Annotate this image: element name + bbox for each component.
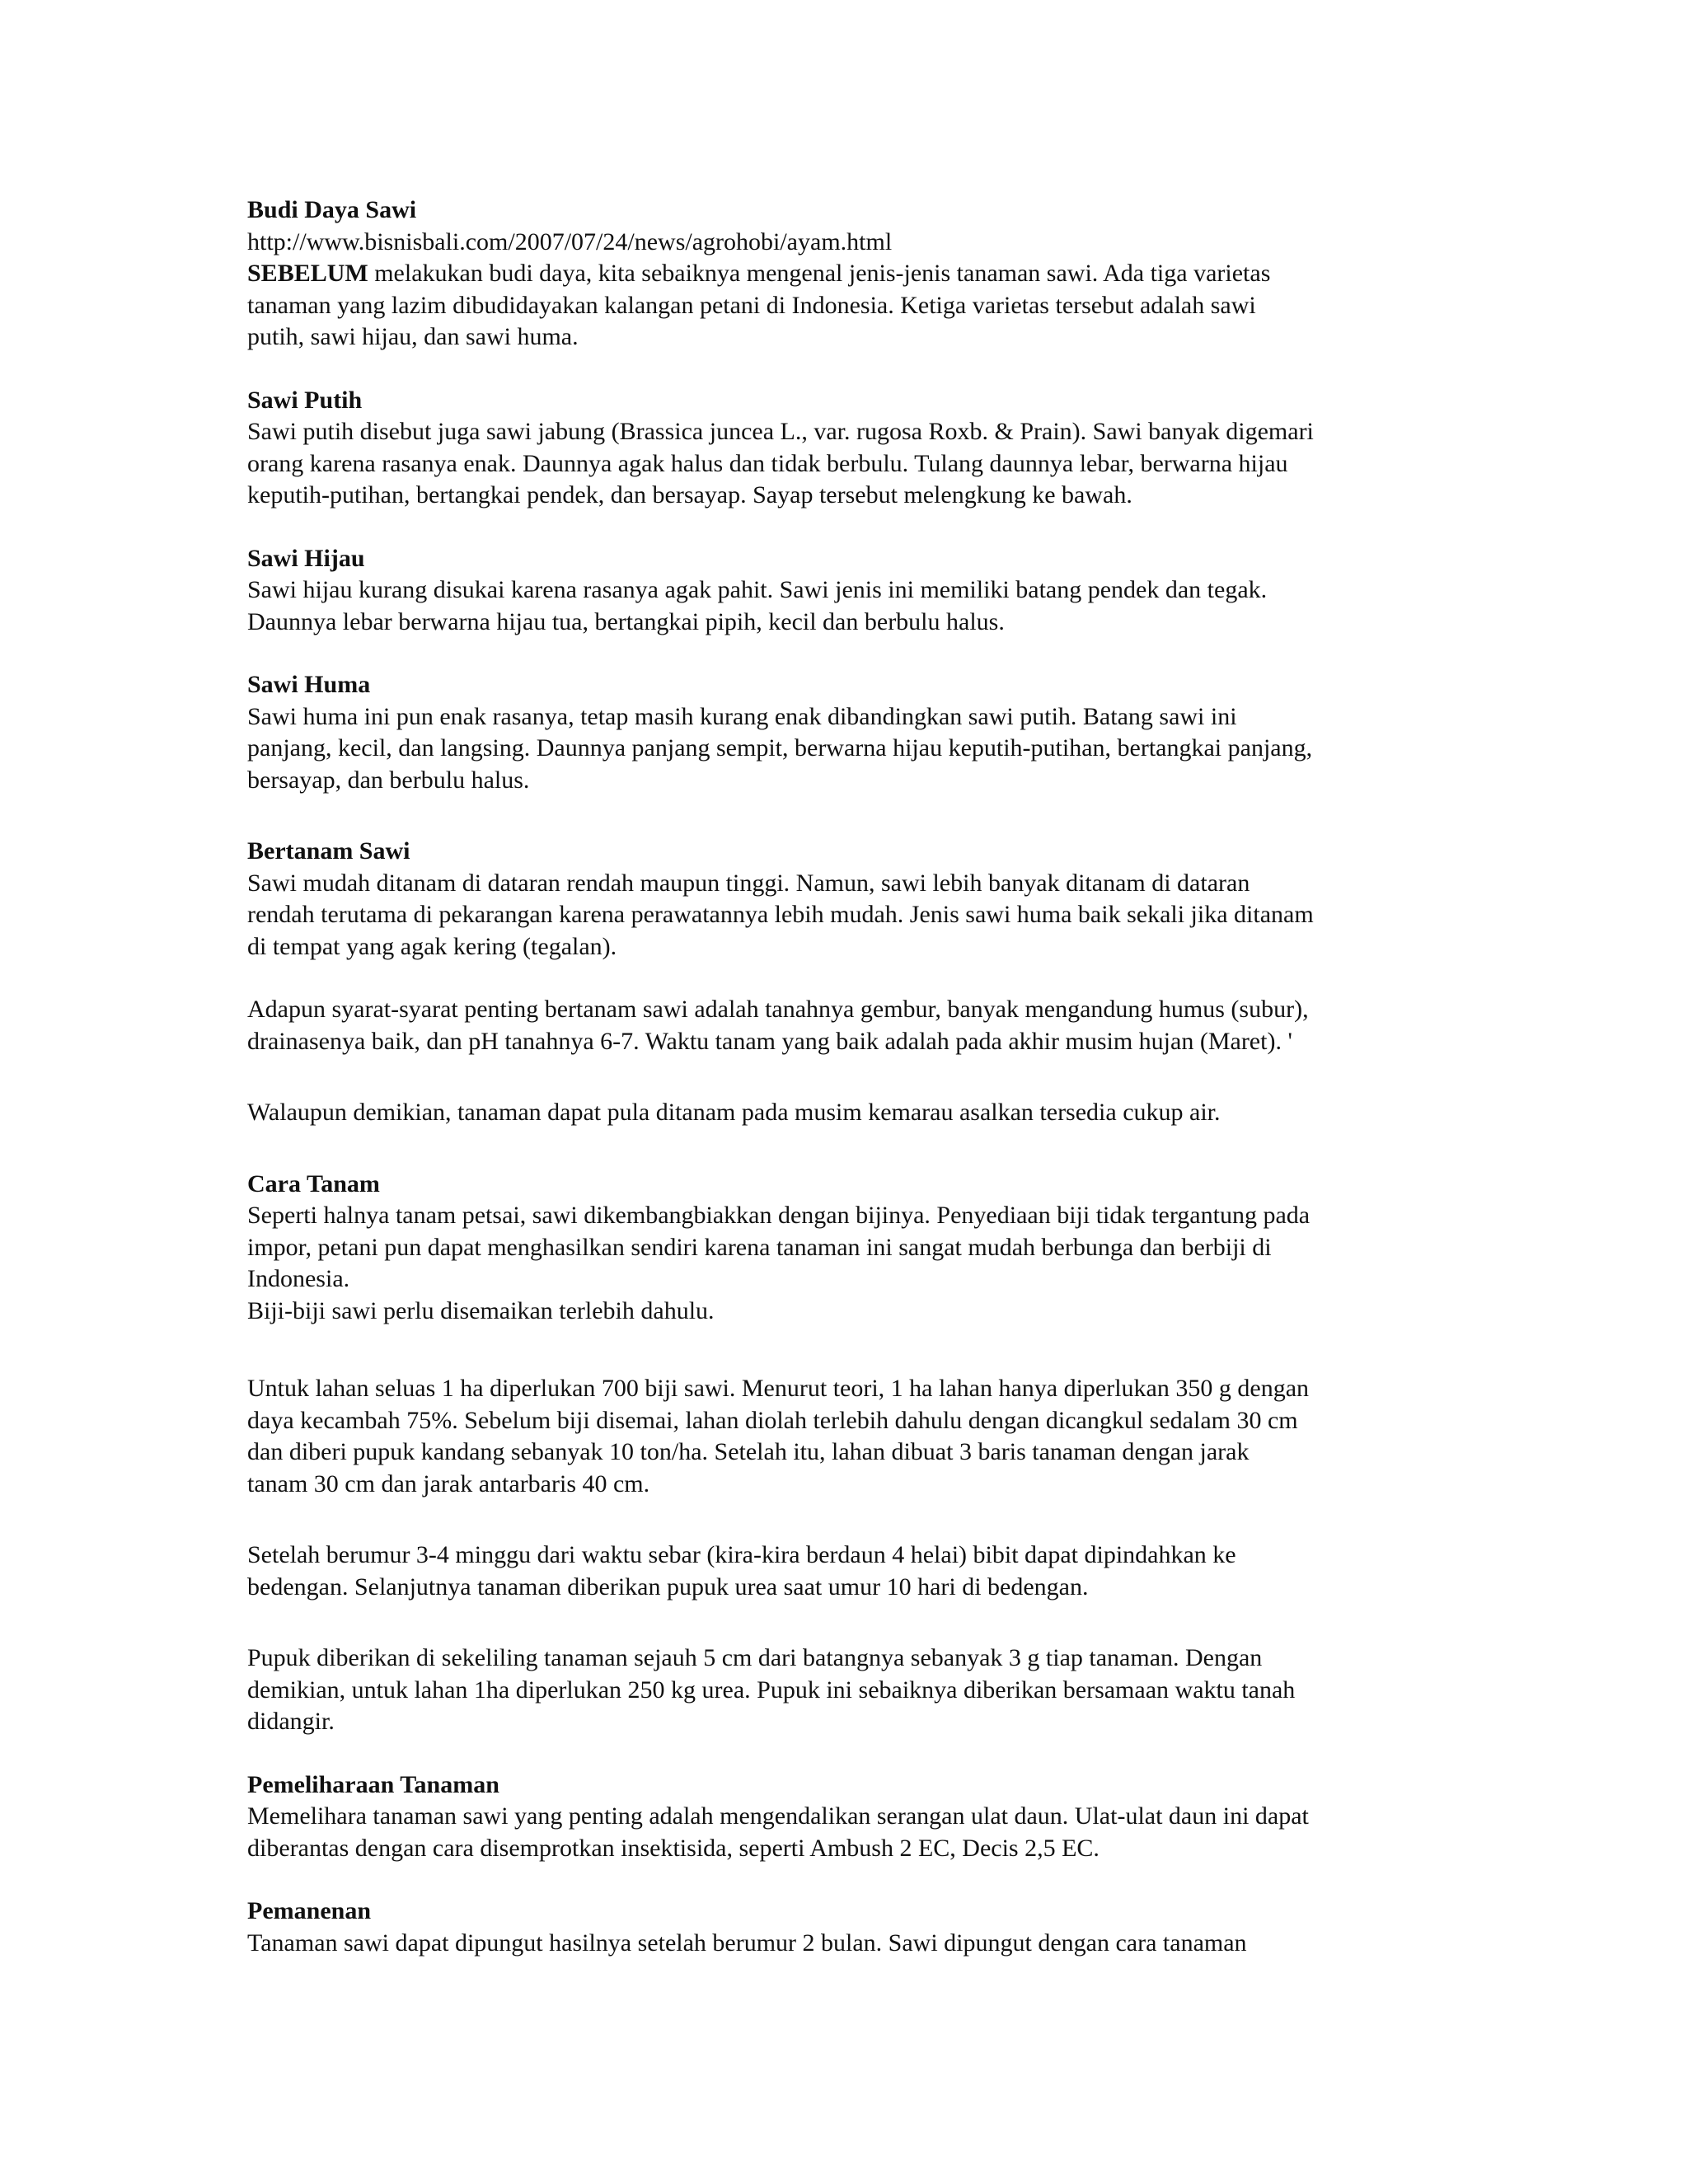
document-title: Budi Daya Sawi (247, 196, 417, 223)
paragraph-line: bersayap, dan berbulu halus. (247, 766, 530, 794)
section-heading: Pemeliharaan Tanaman (247, 1770, 499, 1798)
paragraph-line: daya kecambah 75%. Sebelum biji disemai, lahan diolah terlebih dahulu dengan dicangkul sedalam 30 cm (247, 1406, 1298, 1434)
section-heading: Sawi Huma (247, 671, 371, 698)
paragraph-line: keputih-putihan, bertangkai pendek, dan bersayap. Sayap tersebut melengkung ke bawah. (247, 481, 1132, 509)
intro-line (247, 258, 1451, 290)
paragraph-line: Pupuk diberikan di sekeliling tanaman sejauh 5 cm dari batangnya sebanyak 3 g tiap tanaman. Dengan (247, 1644, 1263, 1671)
paragraph-line: di tempat yang agak kering (tegalan). (247, 932, 617, 960)
intro-lead: SEBELUM (247, 260, 368, 287)
section-heading: Pemanenan (247, 1897, 371, 1924)
paragraph-line: diberantas dengan cara disemprotkan insektisida, seperti Ambush 2 EC, Decis 2,5 EC. (247, 1834, 1100, 1862)
paragraph-line: Sawi hijau kurang disukai karena rasanya agak pahit. Sawi jenis ini memiliki batang pendek dan tegak. (247, 576, 1268, 603)
intro-line: tanaman yang lazim dibudidayakan kalangan petani di Indonesia. Ketiga varietas tersebut adalah sawi (247, 291, 1256, 319)
section-pemeliharaan-tanaman (247, 1769, 1451, 1865)
document-header (247, 194, 1451, 354)
paragraph-line: Tanaman sawi dapat dipungut hasilnya setelah berumur 2 bulan. Sawi dipungut dengan cara tanaman (247, 1929, 1247, 1957)
paragraph-line: Sawi putih disebut juga sawi jabung (Brassica juncea L., var. rugosa Roxb. & Prain). Sawi banyak digemari (247, 418, 1314, 445)
paragraph-line: panjang, kecil, dan langsing. Daunnya panjang sempit, berwarna hijau keputih-putihan, bertangkai panjang, (247, 734, 1313, 762)
intro-line-text: melakukan budi daya, kita sebaiknya mengenal jenis-jenis tanaman sawi. Ada tiga varietas (368, 260, 1271, 287)
paragraph-line: rendah terutama di pekarangan karena perawatannya lebih mudah. Jenis sawi huma baik sekali jika ditanam (247, 901, 1314, 928)
paragraph-line: Untuk lahan seluas 1 ha diperlukan 700 biji sawi. Menurut teori, 1 ha lahan hanya diperlukan 350 g dengan (247, 1375, 1310, 1402)
paragraph-line: Indonesia. (247, 1265, 350, 1292)
paragraph-line: drainasenya baik, dan pH tanahnya 6-7. Waktu tanam yang baik adalah pada akhir musim hujan (Maret). ' (247, 1027, 1292, 1055)
intro-line: putih, sawi hijau, dan sawi huma. (247, 323, 579, 350)
paragraph-line: dan diberi pupuk kandang sebanyak 10 ton/ha. Setelah itu, lahan dibuat 3 baris tanaman dengan jarak (247, 1438, 1250, 1465)
paragraph-line: Seperti halnya tanam petsai, sawi dikembangbiakkan dengan bijinya. Penyediaan biji tidak tergantung pada (247, 1202, 1311, 1229)
section-cara-tanam (247, 1169, 1451, 1738)
paragraph-line: Walaupun demikian, tanaman dapat pula ditanam pada musim kemarau asalkan tersedia cukup air. (247, 1099, 1221, 1126)
paragraph-line: Sawi huma ini pun enak rasanya, tetap masih kurang enak dibandingkan sawi putih. Batang sawi ini (247, 702, 1237, 730)
document-page (247, 194, 1451, 1959)
paragraph-line: didangir. (247, 1708, 335, 1735)
paragraph-line: tanam 30 cm dan jarak antarbaris 40 cm. (247, 1469, 650, 1497)
paragraph-line: Adapun syarat-syarat penting bertanam sawi adalah tanahnya gembur, banyak mengandung humus (subur), (247, 996, 1309, 1023)
paragraph-line: Setelah berumur 3-4 minggu dari waktu sebar (kira-kira berdaun 4 helai) bibit dapat dipindahkan ke (247, 1541, 1236, 1568)
paragraph-line: Memelihara tanaman sawi yang penting adalah mengendalikan serangan ulat daun. Ulat-ulat daun ini dapat (247, 1802, 1309, 1830)
section-pemanenan (247, 1896, 1451, 1959)
section-heading: Bertanam Sawi (247, 837, 410, 865)
section-heading: Sawi Putih (247, 386, 363, 414)
section-bertanam-sawi (247, 836, 1451, 1129)
paragraph-line: bedengan. Selanjutnya tanaman diberikan pupuk urea saat umur 10 hari di bedengan. (247, 1572, 1089, 1601)
section-sawi-hijau (247, 543, 1451, 639)
paragraph-line: Biji-biji sawi perlu disemaikan terlebih dahulu. (247, 1296, 715, 1324)
source-url: http://www.bisnisbali.com/2007/07/24/news/agrohobi/ayam.html (247, 227, 893, 255)
paragraph-line: Daunnya lebar berwarna hijau tua, bertangkai pipih, kecil dan berbulu halus. (247, 607, 1005, 635)
section-sawi-huma (247, 669, 1451, 796)
paragraph-line: orang karena rasanya enak. Daunnya agak halus dan tidak berbulu. Tulang daunnya lebar, berwarna hijau (247, 449, 1288, 477)
paragraph-line: Sawi mudah ditanam di dataran rendah maupun tinggi. Namun, sawi lebih banyak ditanam di dataran (247, 869, 1250, 897)
section-sawi-putih (247, 385, 1451, 512)
section-heading: Cara Tanam (247, 1169, 380, 1197)
paragraph-line: impor, petani pun dapat menghasilkan sendiri karena tanaman ini sangat mudah berbunga dan berbiji di (247, 1233, 1272, 1261)
paragraph-line: demikian, untuk lahan 1ha diperlukan 250 kg urea. Pupuk ini sebaiknya diberikan bersamaan waktu tanah (247, 1675, 1296, 1704)
section-heading: Sawi Hijau (247, 544, 365, 572)
